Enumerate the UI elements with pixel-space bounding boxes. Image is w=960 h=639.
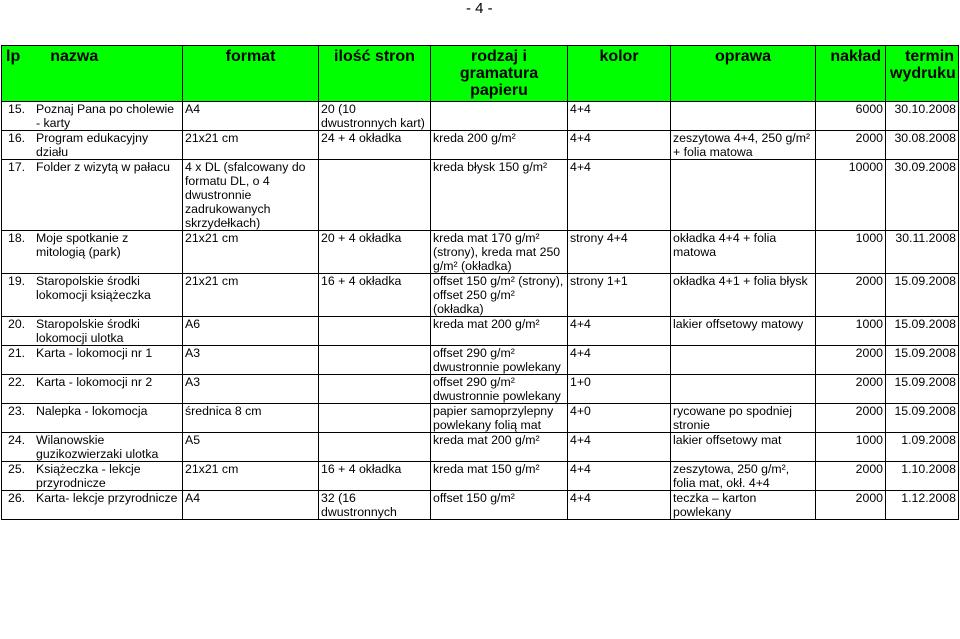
- row-nazwa: Folder z wizytą w pałacu: [36, 160, 170, 174]
- row-format: 21x21 cm: [183, 274, 319, 317]
- row-ilosc: 24 + 4 okładka: [319, 131, 431, 160]
- header-row: [2, 46, 959, 102]
- row-naklad: 2000: [816, 346, 886, 375]
- row-papier: kreda 200 g/m²: [431, 131, 568, 160]
- row-lp: 20.: [8, 317, 26, 331]
- row-termin: 15.09.2008: [886, 375, 959, 404]
- row-format: A6: [183, 317, 319, 346]
- row-oprawa: rycowane po spodniej stronie: [671, 404, 816, 433]
- row-oprawa: [671, 102, 816, 131]
- row-kolor: 4+4: [568, 433, 671, 462]
- row-papier: offset 150 g/m² (strony), offset 250 g/m² (okładka): [431, 274, 568, 317]
- row-kolor: strony 4+4: [568, 231, 671, 274]
- row-oprawa: [671, 160, 816, 231]
- table-row: [2, 491, 959, 520]
- row-kolor: 4+4: [568, 491, 671, 520]
- row-ilosc: [319, 346, 431, 375]
- row-format: 21x21 cm: [183, 462, 319, 491]
- row-naklad: 2000: [816, 131, 886, 160]
- row-oprawa: zeszytowa, 250 g/m², folia mat, okł. 4+4: [671, 462, 816, 491]
- row-lp: 17.: [8, 160, 26, 174]
- table-row: [2, 231, 959, 274]
- row-termin: 15.09.2008: [886, 317, 959, 346]
- row-oprawa: [671, 375, 816, 404]
- header-rodzaj: rodzaj i gramatura papieru: [431, 46, 568, 102]
- table-row: [2, 346, 959, 375]
- row-termin: 15.09.2008: [886, 404, 959, 433]
- row-termin: 1.12.2008: [886, 491, 959, 520]
- table-row: [2, 102, 959, 131]
- row-naklad: 1000: [816, 317, 886, 346]
- row-nazwa: Staropolskie środki lokomocji książeczka: [36, 274, 151, 302]
- row-nazwa: Karta - lokomocji nr 2: [36, 375, 153, 389]
- row-kolor: 1+0: [568, 375, 671, 404]
- row-oprawa: lakier offsetowy matowy: [671, 317, 816, 346]
- header-termin: termin wydruku: [886, 46, 959, 102]
- row-oprawa: okładka 4+4 + folia matowa: [671, 231, 816, 274]
- table-row: [2, 404, 959, 433]
- row-format: A3: [183, 346, 319, 375]
- row-naklad: 2000: [816, 404, 886, 433]
- row-nazwa: Wilanowskie guzikozwierzaki ulotka: [36, 433, 159, 461]
- page-number: - 4 -: [466, 0, 493, 17]
- row-naklad: 2000: [816, 491, 886, 520]
- header-format: format: [183, 46, 319, 102]
- row-format: 21x21 cm: [183, 131, 319, 160]
- row-termin: 1.10.2008: [886, 462, 959, 491]
- table-row: [2, 317, 959, 346]
- row-kolor: 4+4: [568, 160, 671, 231]
- row-ilosc: 16 + 4 okładka: [319, 274, 431, 317]
- row-lp: 16.: [8, 131, 26, 145]
- row-papier: offset 290 g/m² dwustronnie powlekany: [431, 375, 568, 404]
- row-format: A4: [183, 491, 319, 520]
- header-naklad: nakład: [816, 46, 886, 102]
- row-termin: 15.09.2008: [886, 346, 959, 375]
- row-papier: kreda mat 200 g/m²: [431, 433, 568, 462]
- row-nazwa: Moje spotkanie z mitologią (park): [36, 231, 129, 259]
- row-papier: papier samoprzylepny powlekany folią mat: [431, 404, 568, 433]
- row-nazwa: Staropolskie środki lokomocji ulotka: [36, 317, 140, 345]
- row-nazwa: Nalepka - lokomocja: [36, 404, 148, 418]
- print-order-table: [1, 45, 959, 520]
- row-oprawa: okładka 4+1 + folia błysk: [671, 274, 816, 317]
- table-row: [2, 462, 959, 491]
- row-nazwa: Karta- lekcje przyrodnicze: [36, 491, 178, 505]
- row-papier: kreda mat 150 g/m²: [431, 462, 568, 491]
- row-format: 4 x DL (sfalcowany do formatu DL, o 4 dwustronnie zadrukowanych skrzydełkach): [183, 160, 319, 231]
- row-nazwa: Karta - lokomocji nr 1: [36, 346, 153, 360]
- row-format: 21x21 cm: [183, 231, 319, 274]
- row-kolor: 4+4: [568, 317, 671, 346]
- table-row: [2, 274, 959, 317]
- row-lp: 21.: [8, 346, 26, 360]
- row-termin: 30.09.2008: [886, 160, 959, 231]
- row-lp: 23.: [8, 404, 26, 418]
- row-format: średnica 8 cm: [183, 404, 319, 433]
- row-naklad: 6000: [816, 102, 886, 131]
- row-ilosc: 32 (16 dwustronnych: [319, 491, 431, 520]
- table-row: [2, 131, 959, 160]
- row-lp: 25.: [8, 462, 26, 476]
- row-ilosc: [319, 404, 431, 433]
- row-termin: 15.09.2008: [886, 274, 959, 317]
- row-naklad: 2000: [816, 274, 886, 317]
- row-nazwa: Książeczka - lekcje przyrodnicze: [36, 462, 141, 490]
- row-kolor: 4+4: [568, 346, 671, 375]
- row-ilosc: [319, 160, 431, 231]
- header-oprawa: oprawa: [671, 46, 816, 102]
- row-oprawa: teczka – karton powlekany: [671, 491, 816, 520]
- row-lp: 22.: [8, 375, 26, 389]
- row-oprawa: zeszytowa 4+4, 250 g/m² + folia matowa: [671, 131, 816, 160]
- row-naklad: 1000: [816, 231, 886, 274]
- row-ilosc: [319, 433, 431, 462]
- row-kolor: 4+4: [568, 102, 671, 131]
- row-lp: 26.: [8, 491, 26, 505]
- row-kolor: 4+4: [568, 462, 671, 491]
- row-ilosc: [319, 375, 431, 404]
- row-termin: 30.08.2008: [886, 131, 959, 160]
- row-papier: [431, 102, 568, 131]
- row-papier: offset 290 g/m² dwustronnie powlekany: [431, 346, 568, 375]
- header-lp-nazwa: lp nazwa: [2, 46, 183, 102]
- row-naklad: 1000: [816, 433, 886, 462]
- row-termin: 1.09.2008: [886, 433, 959, 462]
- row-nazwa: Poznaj Pana po cholewie - karty: [36, 102, 175, 130]
- row-termin: 30.11.2008: [886, 231, 959, 274]
- row-kolor: strony 1+1: [568, 274, 671, 317]
- row-kolor: 4+4: [568, 131, 671, 160]
- row-naklad: 2000: [816, 375, 886, 404]
- row-lp: 19.: [8, 274, 26, 288]
- row-naklad: 2000: [816, 462, 886, 491]
- row-oprawa: [671, 346, 816, 375]
- header-ilosc-stron: ilość stron: [319, 46, 431, 102]
- row-lp: 15.: [8, 102, 26, 116]
- row-papier: offset 150 g/m²: [431, 491, 568, 520]
- row-naklad: 10000: [816, 160, 886, 231]
- row-papier: kreda błysk 150 g/m²: [431, 160, 568, 231]
- row-oprawa: lakier offsetowy mat: [671, 433, 816, 462]
- header-kolor: kolor: [568, 46, 671, 102]
- row-ilosc: 16 + 4 okładka: [319, 462, 431, 491]
- row-kolor: 4+0: [568, 404, 671, 433]
- table-row: [2, 375, 959, 404]
- table-row: [2, 160, 959, 231]
- row-format: A4: [183, 102, 319, 131]
- row-format: A3: [183, 375, 319, 404]
- row-lp: 18.: [8, 231, 26, 245]
- row-ilosc: [319, 317, 431, 346]
- row-ilosc: 20 (10 dwustronnych kart): [319, 102, 431, 131]
- row-format: A5: [183, 433, 319, 462]
- row-papier: kreda mat 200 g/m²: [431, 317, 568, 346]
- row-ilosc: 20 + 4 okładka: [319, 231, 431, 274]
- row-lp: 24.: [8, 433, 26, 447]
- table-row: [2, 433, 959, 462]
- row-papier: kreda mat 170 g/m² (strony), kreda mat 250 g/m² (okładka): [431, 231, 568, 274]
- row-termin: 30.10.2008: [886, 102, 959, 131]
- row-nazwa: Program edukacyjny działu: [36, 131, 149, 159]
